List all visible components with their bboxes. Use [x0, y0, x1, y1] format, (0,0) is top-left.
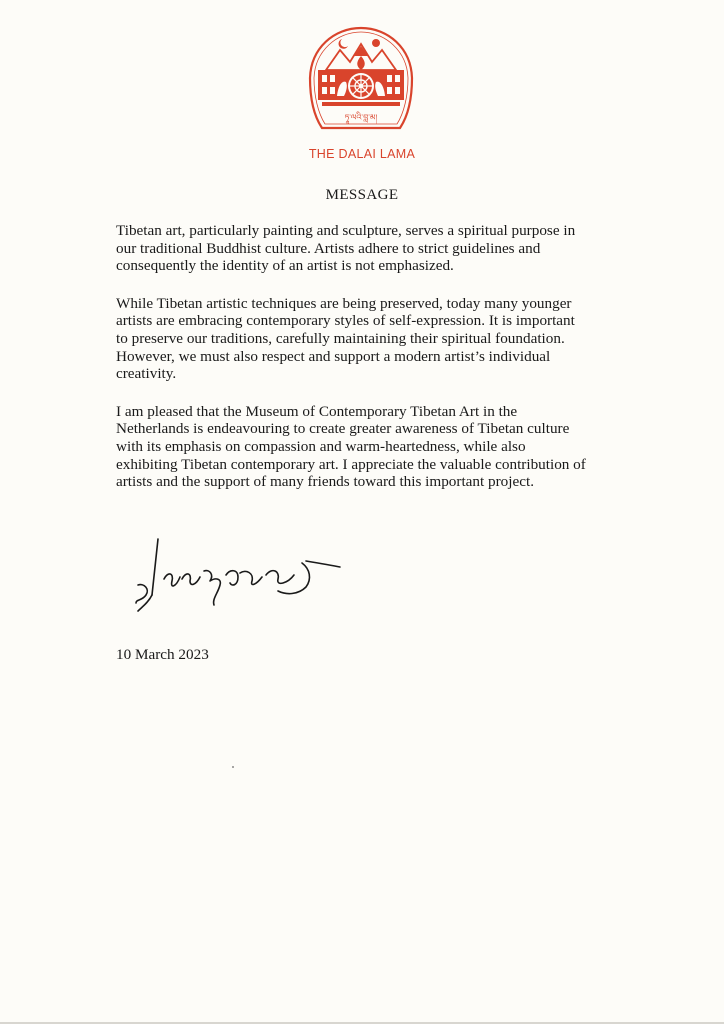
- document-title: MESSAGE: [325, 187, 399, 203]
- paragraph-line: with its emphasis on compassion and warm-heartedness, while also: [116, 437, 526, 455]
- paragraph-line: artists are embracing contemporary styles of self-expression. It is important: [116, 312, 575, 330]
- paragraph-line: our traditional Buddhist culture. Artists adhere to strict guidelines and: [116, 239, 541, 257]
- paragraph-line: However, we must also respect and support a modern artist’s individual: [116, 347, 551, 365]
- letter-body: [116, 222, 638, 511]
- paragraph-3: [116, 403, 638, 491]
- paragraph-line: consequently the identity of an artist is not emphasized.: [116, 257, 454, 275]
- paragraph-line: artists and the support of many friends toward this important project.: [116, 473, 534, 491]
- paragraph-1: [116, 222, 638, 275]
- paragraph-line: exhibiting Tibetan contemporary art. I appreciate the valuable contribution of: [116, 455, 586, 473]
- paragraph-2: [116, 295, 638, 383]
- letterhead-name: THE DALAI LAMA: [308, 147, 416, 161]
- paragraph-line: Netherlands is endeavouring to create greater awareness of Tibetan culture: [116, 420, 570, 438]
- paragraph-line: to preserve our traditions, carefully maintaining their spiritual foundation.: [116, 329, 565, 347]
- seal-inscription: ཏཱ་ལའི་བླ་མ།: [344, 113, 378, 122]
- paragraph-line: I am pleased that the Museum of Contemporary Tibetan Art in the: [116, 402, 518, 420]
- paragraph-line: creativity.: [116, 365, 177, 383]
- dalai-lama-seal-icon: [304, 26, 418, 136]
- paragraph-line: Tibetan art, particularly painting and sculpture, serves a spiritual purpose in: [116, 222, 576, 239]
- letter-date: 10 March 2023: [116, 646, 209, 663]
- paper-speck: [232, 766, 234, 768]
- paragraph-line: While Tibetan artistic techniques are being preserved, today many younger: [116, 294, 572, 312]
- handwritten-signature-icon: [130, 533, 350, 623]
